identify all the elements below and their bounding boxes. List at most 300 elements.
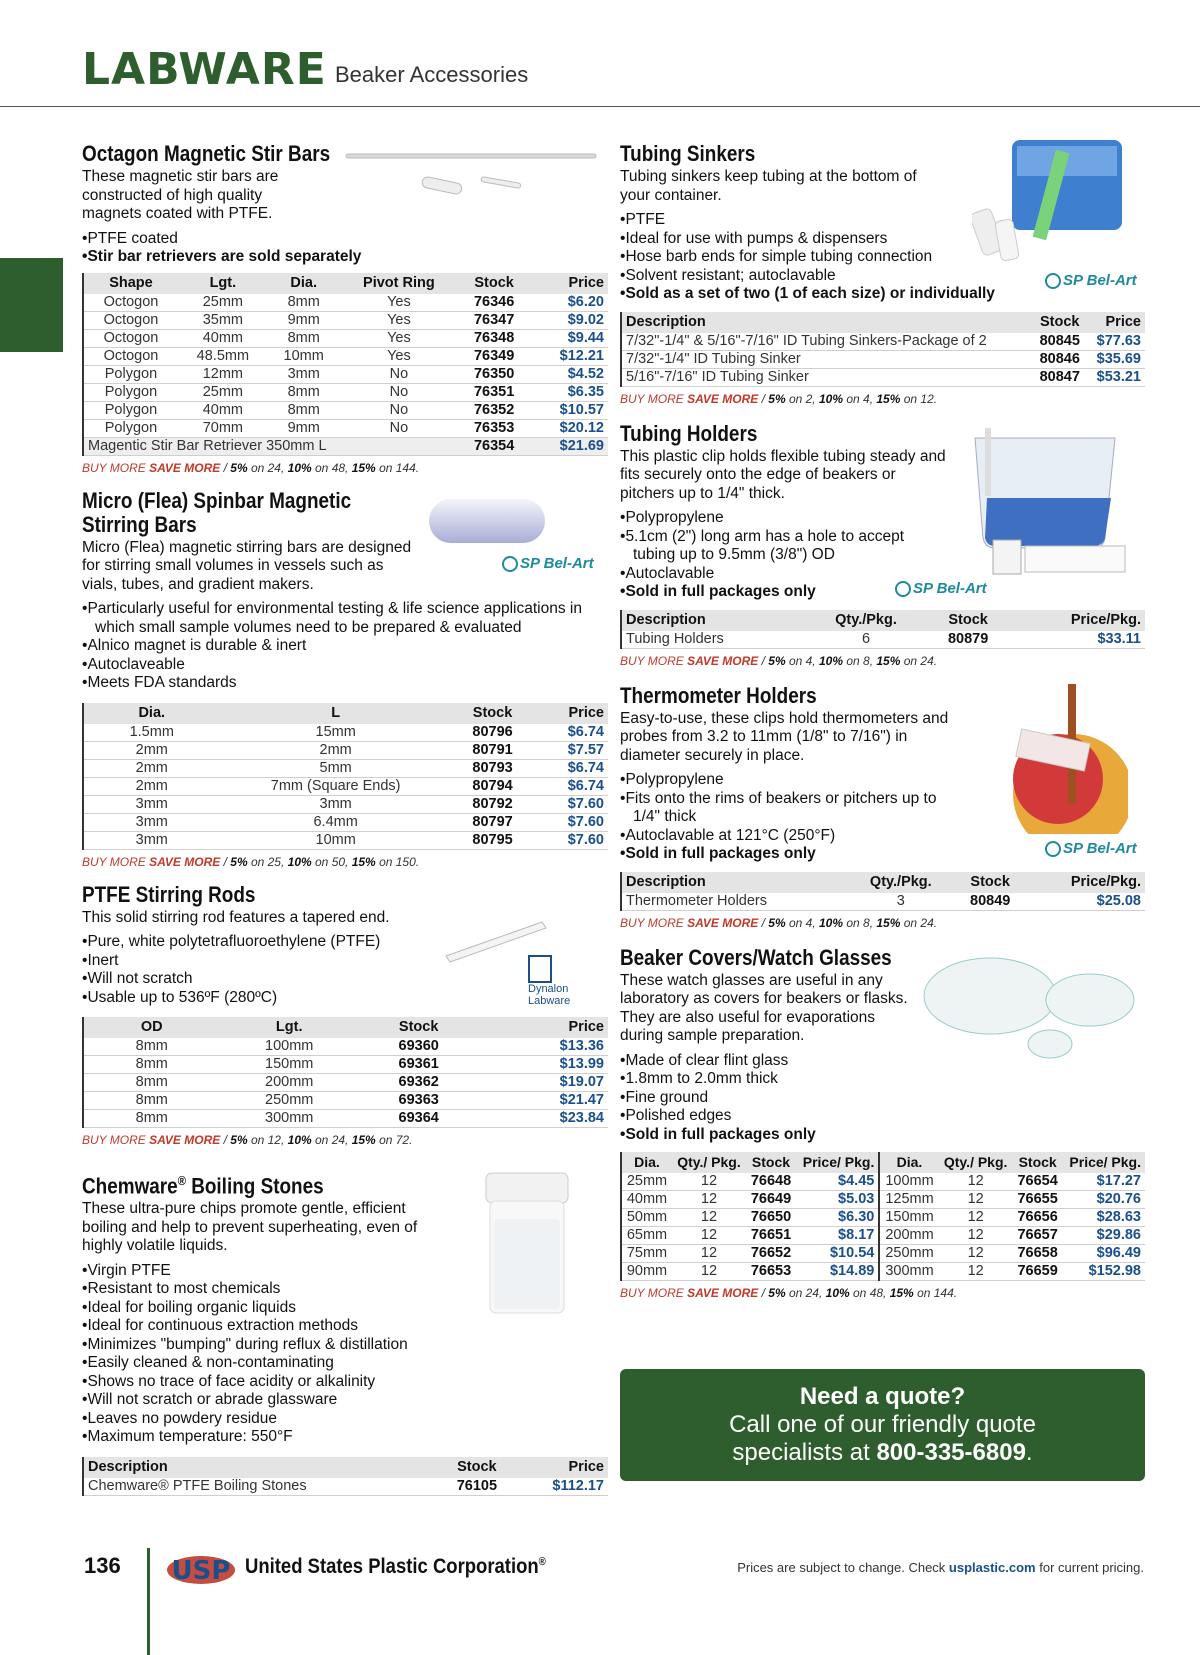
table-cell: 70mm xyxy=(178,419,268,437)
tubing-sinkers-image xyxy=(972,140,1122,268)
table-cell: 80792 xyxy=(452,795,533,813)
table-row xyxy=(621,893,1145,911)
bullet: • Will not scratch or abrade glassware xyxy=(82,1391,608,1410)
table-cell: 69364 xyxy=(359,1110,479,1128)
cell-price: $21.69 xyxy=(530,437,608,455)
section-description: This plastic clip holds flexible tubing steady and fits securely onto the edge of beakers or pitchers up to 1/4" thick. xyxy=(620,447,946,502)
bullet: • Virgin PTFE xyxy=(82,1262,608,1281)
table-cell: 8mm xyxy=(83,1056,220,1074)
table-row xyxy=(83,311,608,329)
table-row xyxy=(83,795,608,813)
col-header: Dia. xyxy=(268,273,340,294)
bullet: • Solvent resistant; autoclavable xyxy=(620,267,1145,286)
table-cell: 76650 xyxy=(746,1209,796,1227)
table-cell: 8mm xyxy=(83,1038,220,1056)
table-cell: 5/16"-7/16" ID Tubing Sinker xyxy=(621,368,1033,386)
table-cell: 12 xyxy=(672,1245,746,1263)
table-cell: 76658 xyxy=(1013,1245,1063,1263)
table-cell: 76351 xyxy=(458,383,530,401)
bullet: • Fits onto the rims of beakers or pitchers up to 1/4" thick xyxy=(620,790,960,827)
section-thermometer-holders xyxy=(620,684,1145,930)
table-cell: 76651 xyxy=(746,1227,796,1245)
table-cell: 12mm xyxy=(178,365,268,383)
header-divider xyxy=(0,106,1200,107)
col-header: Stock xyxy=(359,1017,479,1038)
bullet: • PTFE xyxy=(620,211,1145,230)
bullet: • Alnico magnet is durable & inert xyxy=(82,637,608,656)
bullet: • Minimizes "bumping" during reflux & distillation xyxy=(82,1336,608,1355)
table-cell: $17.27 xyxy=(1063,1173,1145,1191)
table-row xyxy=(621,1245,1145,1263)
col-header: Qty./ Pkg. xyxy=(939,1152,1013,1173)
quote-line: specialists at 800-335-6809. xyxy=(732,1439,1033,1466)
table-cell: $6.74 xyxy=(533,777,608,795)
table-cell: 80845 xyxy=(1033,333,1087,351)
bullet: • Polypropylene xyxy=(620,771,960,790)
table-cell: No xyxy=(340,419,459,437)
table-cell: 76652 xyxy=(746,1245,796,1263)
table-cell: 12 xyxy=(939,1209,1013,1227)
col-header: Description xyxy=(621,312,1033,333)
cell-price: $112.17 xyxy=(515,1478,608,1496)
table-cell: 12 xyxy=(672,1191,746,1209)
table-row xyxy=(83,347,608,365)
table-cell: 300mm xyxy=(879,1263,938,1281)
table-cell: 12 xyxy=(672,1263,746,1281)
col-header: Price/ Pkg. xyxy=(1063,1152,1145,1173)
bullet: • Particularly useful for environmental testing & life science applications in which small sample volumes need to be prepared & evaluated xyxy=(82,600,608,637)
boiling-stones-jar-image xyxy=(482,1169,572,1319)
bullet: • Autoclavable xyxy=(620,565,950,584)
col-header: Stock xyxy=(452,703,533,724)
table-cell: 35mm xyxy=(178,311,268,329)
table-cell: 8mm xyxy=(268,401,340,419)
table-cell: 8mm xyxy=(268,294,340,312)
table-cell: 5mm xyxy=(220,759,452,777)
table-cell: $21.47 xyxy=(478,1092,608,1110)
section-ptfe-rods xyxy=(82,883,608,1148)
bullet: • Easily cleaned & non-contaminating xyxy=(82,1354,608,1373)
table-cell: 8mm xyxy=(268,383,340,401)
col-header: Stock xyxy=(439,1457,515,1478)
section-title: Octagon Magnetic Stir Bars xyxy=(82,141,331,166)
table-cell: 80794 xyxy=(452,777,533,795)
table-cell: 8mm xyxy=(268,329,340,347)
table-row xyxy=(621,368,1145,386)
section-description: This solid stirring rod features a tapered end. xyxy=(82,908,390,926)
table-cell: 76648 xyxy=(746,1173,796,1191)
section-title: Beaker Covers/Watch Glasses xyxy=(620,944,892,970)
quote-callout xyxy=(620,1369,1145,1481)
table-cell: $7.60 xyxy=(533,795,608,813)
table-cell: 9mm xyxy=(268,419,340,437)
section-description: These ultra-pure chips promote gentle, efficient boiling and help to prevent superheating, even of highly volatile liquids. xyxy=(82,1200,418,1255)
col-header: Dia. xyxy=(621,1152,672,1173)
table-row xyxy=(83,383,608,401)
table-cell: $23.84 xyxy=(478,1110,608,1128)
cell-stock: 76354 xyxy=(458,437,530,455)
col-header: Qty./ Pkg. xyxy=(672,1152,746,1173)
bullet: • Pure, white polytetrafluoroethylene (PTFE) xyxy=(82,933,608,952)
bullet: • Fine ground xyxy=(620,1089,1145,1108)
website-link[interactable]: usplastic.com xyxy=(948,1560,1036,1575)
col-header: Qty./Pkg. xyxy=(806,610,927,631)
table-cell: 10mm xyxy=(268,347,340,365)
table-row xyxy=(83,365,608,383)
bullet-bold: • Stir bar retrievers are sold separately xyxy=(82,248,608,267)
bullet: • Leaves no powdery residue xyxy=(82,1410,608,1429)
table-cell: 9mm xyxy=(268,311,340,329)
bullet-bold: • Sold in full packages only xyxy=(620,583,950,602)
quote-line: Call one of our friendly quote xyxy=(729,1411,1036,1438)
thermometer-holder-image xyxy=(998,684,1128,834)
col-header: Pivot Ring xyxy=(340,273,459,294)
thermo-price-table xyxy=(620,872,1145,911)
table-cell: 76657 xyxy=(1013,1227,1063,1245)
table-row xyxy=(621,1191,1145,1209)
table-cell: $33.11 xyxy=(1010,631,1145,649)
table-cell: 76350 xyxy=(458,365,530,383)
section-beaker-covers xyxy=(620,946,1145,1301)
table-cell: $4.45 xyxy=(796,1173,879,1191)
table-cell: $96.49 xyxy=(1063,1245,1145,1263)
left-column xyxy=(82,142,608,1496)
table-row xyxy=(83,1056,608,1074)
section-description: These magnetic stir bars are constructed of high quality magnets coated with PTFE. xyxy=(82,168,279,222)
col-header: Stock xyxy=(458,273,530,294)
table-cell: 80791 xyxy=(452,741,533,759)
table-cell: $19.07 xyxy=(478,1074,608,1092)
table-cell: 80849 xyxy=(954,893,1027,911)
right-column xyxy=(620,142,1145,1300)
table-row xyxy=(83,831,608,849)
table-cell: 10mm xyxy=(220,831,452,849)
table-cell: 76659 xyxy=(1013,1263,1063,1281)
section-title: Chemware® Boiling Stones xyxy=(82,1173,324,1199)
section-title: Tubing Sinkers xyxy=(620,141,756,166)
table-cell: 8mm xyxy=(83,1074,220,1092)
table-cell: 76654 xyxy=(1013,1173,1063,1191)
table-row xyxy=(83,759,608,777)
table-cell: 200mm xyxy=(220,1074,359,1092)
table-cell: $29.86 xyxy=(1063,1227,1145,1245)
bullet: • Ideal for use with pumps & dispensers xyxy=(620,230,1145,249)
table-cell: Yes xyxy=(340,311,459,329)
stir-bar-image xyxy=(344,148,600,198)
bullet: • 5.1cm (2") long arm has a hole to accept tubing up to 9.5mm (3/8") OD xyxy=(620,528,950,565)
table-cell: $13.99 xyxy=(478,1056,608,1074)
table-cell: $25.08 xyxy=(1027,893,1145,911)
table-cell: 3mm xyxy=(83,795,220,813)
col-header: Stock xyxy=(746,1152,796,1173)
table-cell: 76347 xyxy=(458,311,530,329)
buy-more-note: BUY MORE SAVE MORE / 5% on 12, 10% on 24, 15% on 72. xyxy=(82,1133,413,1147)
table-cell: 3 xyxy=(848,893,954,911)
buy-more-note: BUY MORE SAVE MORE / 5% on 25, 10% on 50, 15% on 150. xyxy=(82,854,420,869)
section-description: These watch glasses are useful in any laboratory as covers for beakers or flasks. They are also useful for evaporations during sample preparation. xyxy=(620,971,908,1044)
bullet-bold: • Sold as a set of two (1 of each size) or individually xyxy=(620,285,1145,304)
col-header: Description xyxy=(621,872,848,893)
cell-stock: 76105 xyxy=(439,1478,515,1496)
table-cell: Yes xyxy=(340,294,459,312)
table-cell: 8mm xyxy=(83,1092,220,1110)
table-cell: 12 xyxy=(672,1209,746,1227)
table-cell: 300mm xyxy=(220,1110,359,1128)
col-header: Dia. xyxy=(83,703,220,724)
table-cell: 80796 xyxy=(452,724,533,742)
table-cell: 1.5mm xyxy=(83,724,220,742)
table-cell: $13.36 xyxy=(478,1038,608,1056)
table-cell: Octogon xyxy=(83,347,178,365)
table-cell: Polygon xyxy=(83,383,178,401)
table-cell: $14.89 xyxy=(796,1263,879,1281)
table-cell: $6.20 xyxy=(530,294,608,312)
col-header: Description xyxy=(83,1457,439,1478)
watch-glass-image xyxy=(920,956,1140,1066)
table-cell: 12 xyxy=(939,1245,1013,1263)
table-cell: 250mm xyxy=(879,1245,938,1263)
table-cell: $10.57 xyxy=(530,401,608,419)
buy-more-note: BUY MORE SAVE MORE / 5% on 24, 10% on 48, 15% on 144. xyxy=(620,1286,958,1300)
section-title: Tubing Holders xyxy=(620,420,758,446)
table-cell: 2mm xyxy=(83,759,220,777)
section-description: Micro (Flea) magnetic stirring bars are designed for stirring small volumes in vessels such as vials, tubes, and gradient makers. xyxy=(82,538,412,593)
bullet: • Maximum temperature: 550°F xyxy=(82,1428,608,1447)
stones-price-table xyxy=(82,1457,608,1496)
footer-divider xyxy=(147,1548,150,1655)
table-cell: $12.21 xyxy=(530,347,608,365)
page-title: LABWARE xyxy=(82,44,327,95)
col-header: Stock xyxy=(954,872,1027,893)
page-number: 136 xyxy=(84,1553,121,1578)
table-cell: 76346 xyxy=(458,294,530,312)
table-cell: 7/32"-1/4" & 5/16"-7/16" ID Tubing Sinkers-Package of 2 xyxy=(621,333,1033,351)
spbelart-logo: SP Bel-Art xyxy=(1045,840,1137,857)
table-cell: $9.44 xyxy=(530,329,608,347)
table-cell: 25mm xyxy=(621,1173,672,1191)
table-cell: 2mm xyxy=(83,741,220,759)
col-header: Price xyxy=(478,1017,608,1038)
table-cell: $77.63 xyxy=(1087,333,1145,351)
table-cell: $152.98 xyxy=(1063,1263,1145,1281)
table-cell: 250mm xyxy=(220,1092,359,1110)
bullet: • Inert xyxy=(82,952,608,971)
table-cell: 69362 xyxy=(359,1074,479,1092)
col-header: Price/ Pkg. xyxy=(796,1152,879,1173)
table-cell: 76353 xyxy=(458,419,530,437)
dynalon-logo: Dynalon Labware xyxy=(528,955,570,1007)
table-cell: $28.63 xyxy=(1063,1209,1145,1227)
table-cell: $6.35 xyxy=(530,383,608,401)
col-header: Stock xyxy=(926,610,1010,631)
table-cell: 40mm xyxy=(621,1191,672,1209)
section-tubing-holders xyxy=(620,422,1145,668)
bullet-bold: • Sold in full packages only xyxy=(620,845,960,864)
bullet: • Made of clear flint glass xyxy=(620,1052,1145,1071)
table-cell: 2mm xyxy=(220,741,452,759)
table-cell: 6 xyxy=(806,631,927,649)
section-title: Thermometer Holders xyxy=(620,682,817,708)
table-cell: $6.74 xyxy=(533,759,608,777)
table-cell: 2mm xyxy=(83,777,220,795)
table-row xyxy=(621,1263,1145,1281)
table-cell: 100mm xyxy=(879,1173,938,1191)
table-cell: 12 xyxy=(672,1227,746,1245)
buy-more-note: BUY MORE SAVE MORE / 5% on 4, 10% on 8, 15% on 24. xyxy=(620,915,938,930)
bullet: • Meets FDA standards xyxy=(82,674,608,693)
col-header: Price xyxy=(530,273,608,294)
table-cell: 76649 xyxy=(746,1191,796,1209)
table-cell: Yes xyxy=(340,347,459,365)
bullet: • Autoclavable at 121°C (250°F) xyxy=(620,827,960,846)
bullet: • Ideal for continuous extraction methods xyxy=(82,1317,608,1336)
table-row xyxy=(83,741,608,759)
company-name: United States Plastic Corporation® xyxy=(245,1555,546,1578)
table-cell: Polygon xyxy=(83,365,178,383)
usp-logo xyxy=(165,1550,237,1595)
table-cell: 12 xyxy=(939,1191,1013,1209)
table-cell: 12 xyxy=(672,1173,746,1191)
table-row xyxy=(83,401,608,419)
col-header: Stock xyxy=(1013,1152,1063,1173)
table-cell: 3mm xyxy=(83,813,220,831)
table-cell: 7mm (Square Ends) xyxy=(220,777,452,795)
covers-price-table xyxy=(620,1152,1145,1281)
bullet-bold: • Sold in full packages only xyxy=(620,1126,1145,1145)
table-row xyxy=(83,1092,608,1110)
cell-desc: Chemware® PTFE Boiling Stones xyxy=(83,1478,439,1496)
table-cell: Polygon xyxy=(83,401,178,419)
table-cell: $5.03 xyxy=(796,1191,879,1209)
table-cell: $20.12 xyxy=(530,419,608,437)
section-octagon-stir-bars xyxy=(82,142,608,475)
bullet: • Hose barb ends for simple tubing connection xyxy=(620,248,1145,267)
table-row xyxy=(621,1227,1145,1245)
octagon-price-table xyxy=(82,273,608,456)
spbelart-logo: SP Bel-Art xyxy=(895,580,987,597)
table-row xyxy=(83,1074,608,1092)
table-cell: 75mm xyxy=(621,1245,672,1263)
section-description: Tubing sinkers keep tubing at the bottom of your container. xyxy=(620,168,917,204)
table-cell: $7.60 xyxy=(533,831,608,849)
table-cell: 69363 xyxy=(359,1092,479,1110)
table-cell: Octogon xyxy=(83,329,178,347)
table-cell: $6.30 xyxy=(796,1209,879,1227)
table-row xyxy=(621,350,1145,368)
col-header: Dia. xyxy=(879,1152,938,1173)
table-cell: 40mm xyxy=(178,401,268,419)
bullet: • 1.8mm to 2.0mm thick xyxy=(620,1070,1145,1089)
section-title-line2: Stirring Bars xyxy=(82,511,197,537)
table-cell: 3mm xyxy=(220,795,452,813)
bullet: • Polypropylene xyxy=(620,509,950,528)
holders-price-table xyxy=(620,610,1145,649)
table-cell: 12 xyxy=(939,1263,1013,1281)
col-header: Qty./Pkg. xyxy=(848,872,954,893)
section-title: PTFE Stirring Rods xyxy=(82,881,256,907)
table-cell: 76348 xyxy=(458,329,530,347)
table-cell: 80879 xyxy=(926,631,1010,649)
table-cell: 7/32"-1/4" ID Tubing Sinker xyxy=(621,350,1033,368)
table-cell: $9.02 xyxy=(530,311,608,329)
table-cell: No xyxy=(340,365,459,383)
table-cell: 80797 xyxy=(452,813,533,831)
table-cell: 200mm xyxy=(879,1227,938,1245)
flea-price-table xyxy=(82,703,608,850)
table-cell: $20.76 xyxy=(1063,1191,1145,1209)
table-cell: Polygon xyxy=(83,419,178,437)
table-cell: 69360 xyxy=(359,1038,479,1056)
table-row xyxy=(83,1038,608,1056)
col-header: OD xyxy=(83,1017,220,1038)
table-cell: 80793 xyxy=(452,759,533,777)
table-row xyxy=(83,777,608,795)
col-header: Shape xyxy=(83,273,178,294)
table-cell: 150mm xyxy=(220,1056,359,1074)
table-cell: 76653 xyxy=(746,1263,796,1281)
table-cell: 90mm xyxy=(621,1263,672,1281)
col-header: Price xyxy=(1087,312,1145,333)
bullet: • Ideal for boiling organic liquids xyxy=(82,1299,608,1318)
bullet: • Polished edges xyxy=(620,1107,1145,1126)
table-cell: $7.60 xyxy=(533,813,608,831)
phone-number[interactable]: 800-335-6809 xyxy=(876,1439,1026,1466)
cell-desc: Magentic Stir Bar Retriever 350mm L xyxy=(83,437,458,455)
table-cell: 3mm xyxy=(83,831,220,849)
table-cell: 12 xyxy=(939,1227,1013,1245)
table-cell: Octogon xyxy=(83,311,178,329)
col-header: Price/Pkg. xyxy=(1027,872,1145,893)
table-row xyxy=(83,1110,608,1128)
sinkers-price-table xyxy=(620,312,1145,387)
table-cell: 50mm xyxy=(621,1209,672,1227)
svg-text:USP: USP xyxy=(171,1556,231,1586)
table-row xyxy=(83,294,608,312)
table-cell: $7.57 xyxy=(533,741,608,759)
bullet: • Resistant to most chemicals xyxy=(82,1280,608,1299)
col-header: L xyxy=(220,703,452,724)
table-cell: 76352 xyxy=(458,401,530,419)
section-description: Easy-to-use, these clips hold thermometers and probes from 3.2 to 11mm (1/8" to 7/16") in diameter securely in place. xyxy=(620,709,949,764)
table-cell: 80846 xyxy=(1033,350,1087,368)
table-cell: Thermometer Holders xyxy=(621,893,848,911)
table-cell: $8.17 xyxy=(796,1227,879,1245)
buy-more-note: BUY MORE SAVE MORE / 5% on 2, 10% on 4, 15% on 12. xyxy=(620,391,938,406)
table-cell: $10.54 xyxy=(796,1245,879,1263)
table-cell: 12 xyxy=(939,1173,1013,1191)
table-cell: $53.21 xyxy=(1087,368,1145,386)
col-header: Stock xyxy=(1033,312,1087,333)
section-title-line1: Micro (Flea) Spinbar Magnetic xyxy=(82,487,352,513)
section-tubing-sinkers xyxy=(620,142,1145,406)
table-cell: No xyxy=(340,401,459,419)
bullet: • Will not scratch xyxy=(82,970,608,989)
buy-more-note: BUY MORE SAVE MORE / 5% on 4, 10% on 8, 15% on 24. xyxy=(620,653,938,668)
table-row xyxy=(621,333,1145,351)
table-cell: 48.5mm xyxy=(178,347,268,365)
pricing-note: Prices are subject to change. Check usplastic.com for current pricing. xyxy=(737,1560,1144,1575)
table-cell: $6.74 xyxy=(533,724,608,742)
table-row xyxy=(621,631,1145,649)
table-row xyxy=(83,437,608,455)
table-row xyxy=(621,1173,1145,1191)
table-cell: 15mm xyxy=(220,724,452,742)
table-cell: $4.52 xyxy=(530,365,608,383)
side-tab-marker xyxy=(0,258,63,352)
table-row xyxy=(83,419,608,437)
page-subtitle: Beaker Accessories xyxy=(335,62,529,87)
table-cell: Yes xyxy=(340,329,459,347)
